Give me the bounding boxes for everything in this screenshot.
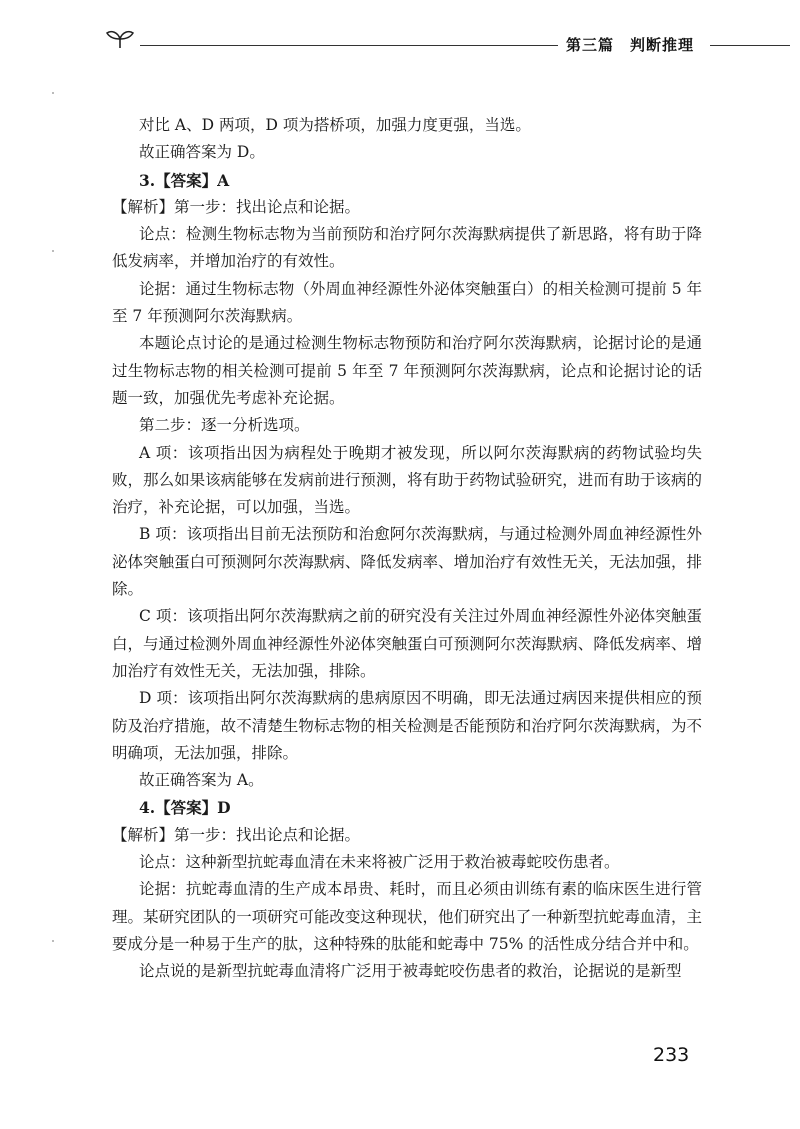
paragraph: 第二步：逐一分析选项。 (139, 416, 310, 435)
paragraph: 论点：检测生物标志物为当前预防和治疗阿尔茨海默病提供了新思路，将有助于降低发病率，并增加治疗的有效性。 (112, 225, 702, 271)
analysis-heading: 【解析】第一步：找出论点和论据。 (112, 197, 361, 216)
paragraph: 故正确答案为 D。 (139, 143, 265, 162)
header-rule-left (140, 45, 558, 46)
paragraph: 论点：这种新型抗蛇毒血清在未来将被广泛用于救治被毒蛇咬伤患者。 (139, 853, 620, 872)
paragraph: 论点说的是新型抗蛇毒血清将广泛用于被毒蛇咬伤患者的救治，论据说的是新型 (139, 962, 682, 981)
option-analysis-c: C 项：该项指出阿尔茨海默病之前的研究没有关注过外周血神经源性外泌体突触蛋白，与通过检测外周血神经源性外泌体突触蛋白可预测阿尔茨海默病、降低发病率、增加治疗有效性无关，无法加强，排除。 (112, 607, 702, 680)
option-analysis-a: A 项：该项指出因为病程处于晚期才被发现，所以阿尔茨海默病的药物试验均失败，那么如果该病能够在发病前进行预测，将有助于药物试验研究，进而有助于该病的治疗，补充论据，可以加强，当选。 (112, 443, 702, 517)
answer-heading: 4.【答案】D (139, 798, 231, 818)
analysis-heading: 【解析】第一步：找出论点和论据。 (112, 825, 361, 844)
sprout-logo-icon (105, 28, 135, 50)
answer-heading: 3.【答案】A (139, 170, 230, 190)
section-title: 第三篇 判断推理 (566, 36, 695, 54)
paragraph: 故正确答案为 A。 (139, 771, 264, 790)
body-text (112, 112, 702, 986)
paragraph: 对比 A、D 两项，D 项为搭桥项，加强力度更强，当选。 (139, 116, 531, 134)
option-analysis-b: B 项：该项指出目前无法预防和治愈阿尔茨海默病，与通过检测外周血神经源性外泌体突触蛋白可预测阿尔茨海默病、降低发病率、增加治疗有效性无关，无法加强，排除。 (112, 525, 702, 599)
header-rule-right (710, 45, 790, 46)
running-header (0, 28, 800, 58)
page-number: 233 (653, 1044, 690, 1066)
paragraph: 论据：抗蛇毒血清的生产成本昂贵、耗时，而且必须由训练有素的临床医生进行管理。某研究团队的一项研究可能改变这种现状，他们研究出了一种新型抗蛇毒血清，主要成分是一种易于生产的肽，这种特殊的肽能和蛇毒中 75% 的活性成分结合并中和。 (112, 880, 702, 953)
option-analysis-d: D 项：该项指出阿尔茨海默病的患病原因不明确，即无法通过病因来提供相应的预防及治疗措施，故不清楚生物标志物的相关检测是否能预防和治疗阿尔茨海默病，为不明确项，无法加强，排除。 (112, 689, 702, 762)
margin-mark (52, 250, 54, 252)
paragraph: 论据：通过生物标志物（外周血神经源性外泌体突触蛋白）的相关检测可提前 5 年至 7 年预测阿尔茨海默病。 (112, 279, 702, 326)
margin-mark (52, 940, 54, 942)
paragraph: 本题论点讨论的是通过检测生物标志物预防和治疗阿尔茨海默病，论据讨论的是通过生物标志物的相关检测可提前 5 年至 7 年预测阿尔茨海默病，论点和论据讨论的话题一致，加强优先考虑补充论据。 (112, 334, 702, 407)
margin-mark (52, 92, 54, 94)
